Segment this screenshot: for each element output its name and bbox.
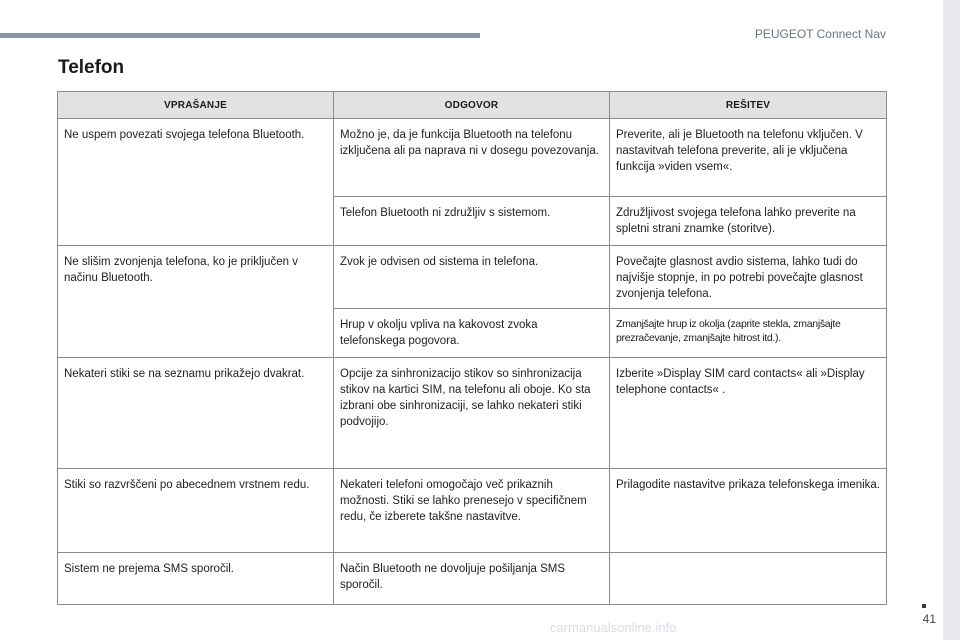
table-row [58,553,887,605]
table-row [58,119,887,197]
answer-cell: Opcije za sinhronizacijo stikov so sinhronizacija stikov na kartici SIM, na telefonu ali oboje. Ko sta izbrani obe sinhronizaciji, se lahko nekateri stiki podvojijo. [334,358,610,469]
answer-cell: Telefon Bluetooth ni združljiv s sistemom. [334,197,610,246]
table-row [58,246,887,309]
header-rule [0,33,480,38]
solution-cell: Združljivost svojega telefona lahko preverite na spletni strani znamke (storitve). [610,197,887,246]
answer-cell: Zvok je odvisen od sistema in telefona. [334,246,610,309]
solution-cell [610,553,887,605]
faq-table [57,91,887,605]
solution-cell: Preverite, ali je Bluetooth na telefonu vključen. V nastavitvah telefona preverite, ali je vključena funkcija »viden vsem«. [610,119,887,197]
solution-cell: Povečajte glasnost avdio sistema, lahko tudi do najvišje stopnje, in po potrebi povečajte glasnost zvonjenja telefona. [610,246,887,309]
solution-cell: Izberite »Display SIM card contacts« ali »Display telephone contacts« . [610,358,887,469]
watermark: carmanualsonline.info [550,620,677,635]
answer-cell: Način Bluetooth ne dovoljuje pošiljanja SMS sporočil. [334,553,610,605]
question-cell: Stiki so razvrščeni po abecednem vrstnem redu. [58,469,334,553]
column-header-answer: ODGOVOR [334,92,610,119]
page-number: 41 [922,612,936,626]
section-header: PEUGEOT Connect Nav [754,27,886,41]
column-header-question: VPRAŠANJE [58,92,334,119]
column-header-solution: REŠITEV [610,92,887,119]
solution-cell: Zmanjšajte hrup iz okolja (zaprite stekla, zmanjšajte prezračevanje, zmanjšajte hitrost itd.). [610,309,887,358]
question-cell: Ne uspem povezati svojega telefona Bluetooth. [58,119,334,246]
question-cell: Ne slišim zvonjenja telefona, ko je priključen v načinu Bluetooth. [58,246,334,358]
question-cell: Nekateri stiki se na seznamu prikažejo dvakrat. [58,358,334,469]
solution-cell: Prilagodite nastavitve prikaza telefonskega imenika. [610,469,887,553]
page-marker [922,604,926,608]
answer-cell: Možno je, da je funkcija Bluetooth na telefonu izključena ali pa naprava ni v dosegu povezovanja. [334,119,610,197]
table-row [58,358,887,469]
question-cell: Sistem ne prejema SMS sporočil. [58,553,334,605]
side-strip [943,0,960,640]
table-header-row [58,92,887,119]
table-row [58,469,887,553]
answer-cell: Nekateri telefoni omogočajo več prikaznih možnosti. Stiki se lahko prenesejo v specifičnem redu, če izberete takšne nastavitve. [334,469,610,553]
answer-cell: Hrup v okolju vpliva na kakovost zvoka telefonskega pogovora. [334,309,610,358]
page-title: Telefon [58,57,125,78]
